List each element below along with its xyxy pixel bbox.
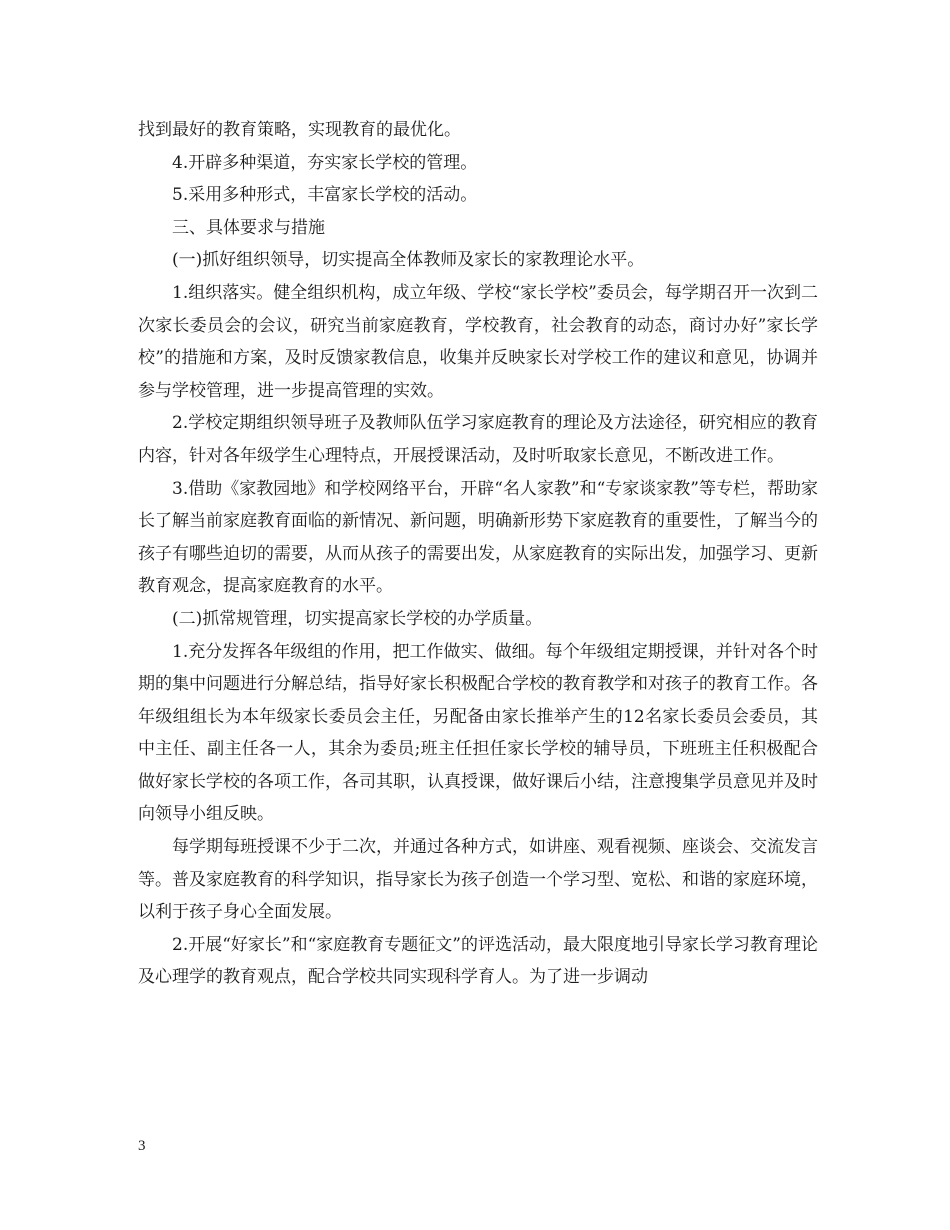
document-body: [138, 114, 818, 994]
subsection-heading: (一)抓好组织领导，切实提高全体教师及家长的家教理论水平。: [172, 250, 645, 271]
paragraph: 2.学校定期组织领导班子及教师队伍学习家庭教育的理论及方法途径，研究相应的教育内容，针对各年级学生心理特点，开展授课活动，及时听取家长意见，不断改进工作。: [138, 413, 818, 466]
section-heading: 三、具体要求与措施: [172, 217, 325, 238]
paragraph: 每学期每班授课不少于二次，并通过各种方式，如讲座、观看视频、座谈会、交流发言等。普及家庭教育的科学知识，指导家长为孩子创造一个学习型、宽松、和谐的家庭环境，以利于孩子身心全面发展。: [138, 837, 818, 923]
paragraph: 找到最好的教育策略，实现教育的最优化。: [138, 120, 461, 140]
paragraph: 5.采用多种形式，丰富家长学校的活动。: [172, 185, 478, 206]
subsection-heading: (二)抓常规管理，切实提高家长学校的办学质量。: [172, 608, 543, 629]
paragraph: 1.充分发挥各年级组的作用，把工作做实、做细。每个年级组定期授课，并针对各个时期的集中问题进行分解总结，指导好家长积极配合学校的教育教学和对孩子的教育工作。各年级组组长为本年级家长委员会主任，另配备由家长推举产生的12名家长委员会委员，其中主任、副主任各一人，其余为委员;班主任担任家长学校的辅导员，下班班主任积极配合做好家长学校的各项工作，各司其职，认真授课，做好课后小结，注意搜集学员意见并及时向领导小组反映。: [138, 641, 818, 825]
page-number: 3: [138, 1138, 146, 1154]
paragraph: 2.开展“好家长”和“家庭教育专题征文”的评选活动，最大限度地引导家长学习教育理论及心理学的教育观点，配合学校共同实现科学育人。为了进一步调动: [138, 934, 818, 988]
paragraph: 4.开辟多种渠道，夯实家长学校的管理。: [172, 152, 478, 173]
paragraph: 1.组织落实。健全组织机构，成立年级、学校“家长学校”委员会，每学期召开一次到二次家长委员会的会议，研究当前家庭教育，学校教育，社会教育的动态，商讨办好”家长学校”的措施和方案，及时反馈家教信息，收集并反映家长对学校工作的建议和意见，协调并参与学校管理，进一步提高管理的实效。: [138, 282, 818, 401]
paragraph: 3.借助《家教园地》和学校网络平台，开辟“名人家教”和“专家谈家教”等专栏，帮助家长了解当前家庭教育面临的新情况、新问题，明确新形势下家庭教育的重要性，了解当今的孩子有哪些迫切的需要，从而从孩子的需要出发，从家庭教育的实际出发，加强学习、更新教育观念，提高家庭教育的水平。: [138, 478, 818, 597]
